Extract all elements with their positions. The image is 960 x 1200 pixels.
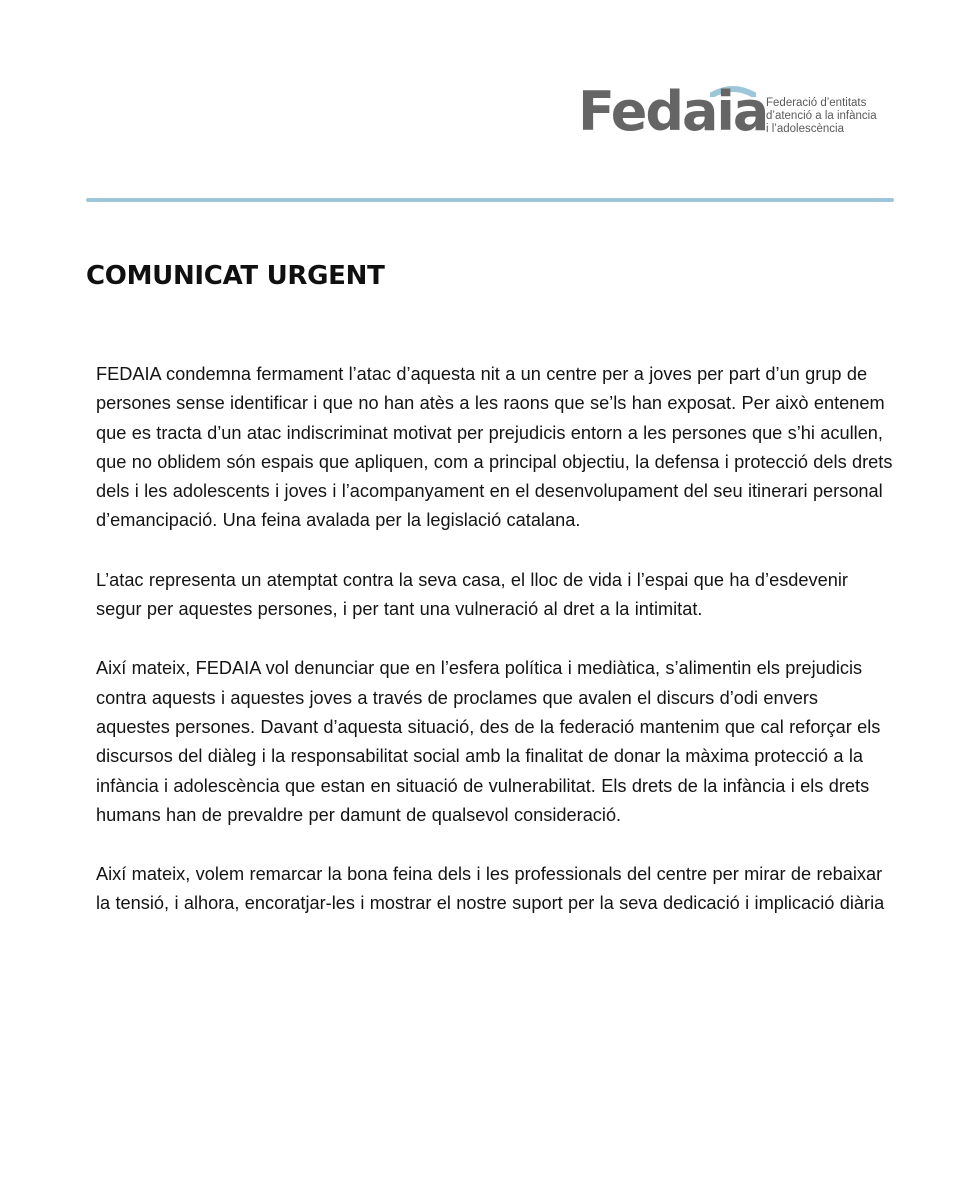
logo-tagline-line: d’atenció a la infància: [766, 110, 877, 122]
body-paragraph: Així mateix, volem remarcar la bona feina dels i les professionals del centre per mirar de rebaixar la tensió, i alhora, encoratjar-les i mostrar el nostre suport per la seva dedicació i implicació diària: [96, 864, 885, 914]
fedaia-logo: [576, 80, 896, 144]
logo-tagline: [766, 97, 906, 136]
body-paragraph: Així mateix, FEDAIA vol denunciar que en l’esfera política i mediàtica, s’alimentin els prejudicis contra aquests i aquestes joves a través de proclames que avalen el discurs d’odi envers aquestes persones. Davant d’aquesta situació, des de la federació mantenim que cal reforçar els discursos del diàleg i la responsabilitat social amb la finalitat de donar la màxima protecció a la infància i adolescència que estan en situació de vulnerabilitat. Els drets de la infància i els drets humans han de prevaldre per damunt de qualsevol consideració.: [96, 658, 881, 825]
body-paragraph: FEDAIA condemna fermament l’atac d’aquesta nit a un centre per a joves per part d’un grup de persones sense identificar i que no han atès a les raons que se’ls han exposat. Per això entenem que es tracta d’un atac indiscriminat motivat per prejudicis entorn a les persones que s’hi acullen, que no oblidem són espais que apliquen, com a principal objectiu, la defensa i protecció dels drets dels i les adolescents i joves i l’acompanyament en el desenvolupament del seu itinerari personal d’emancipació. Una feina avalada per la legislació catalana.: [96, 364, 893, 531]
logo-tagline-line: i l’adolescència: [766, 123, 844, 135]
header-divider: [86, 198, 894, 202]
body-paragraph: L’atac representa un atemptat contra la seva casa, el lloc de vida i l’espai que ha d’esdevenir segur per aquestes persones, i per tant una vulneració al dret a la intimitat.: [96, 569, 848, 620]
logo-wordmark: Fedaia: [578, 80, 768, 143]
document-body: [96, 360, 896, 949]
page-title: COMUNICAT URGENT: [86, 261, 385, 291]
logo-tagline-line: Federació d’entitats: [766, 97, 867, 109]
